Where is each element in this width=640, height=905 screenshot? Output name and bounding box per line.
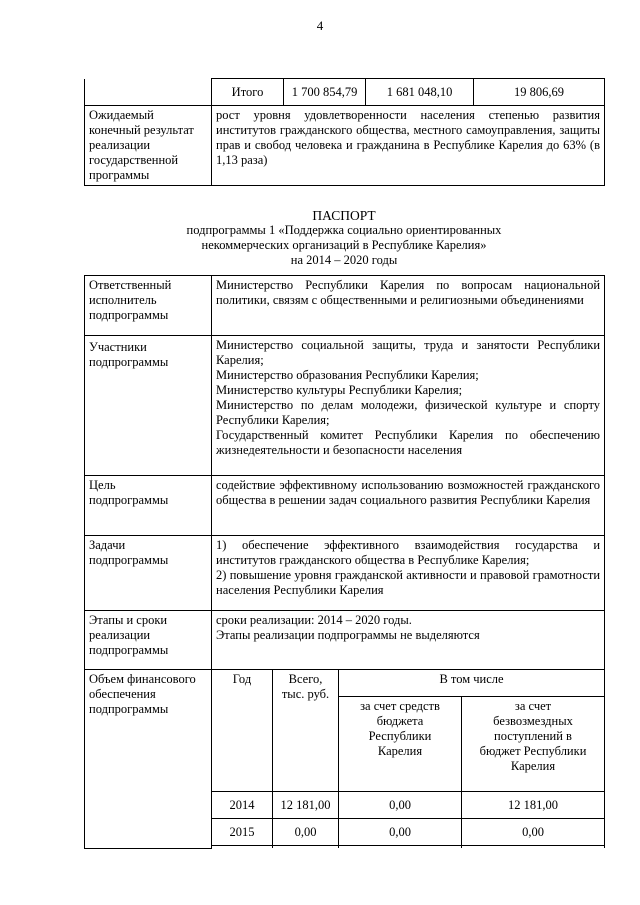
page-number: 4 bbox=[316, 18, 324, 33]
label-line: Этапы и сроки bbox=[89, 613, 168, 627]
participant-item: Министерство по делам молодежи, физической культуре и спорту Республики Карелия; bbox=[216, 398, 601, 427]
header-line: Карелия bbox=[510, 759, 556, 773]
header-line: за счет bbox=[514, 699, 552, 713]
header-line: безвозмездных bbox=[493, 714, 573, 728]
label-line: Ответственный bbox=[89, 278, 172, 292]
header-line: Республики bbox=[368, 729, 432, 743]
label-line: подпрограммы bbox=[89, 308, 169, 322]
participant-item: Министерство социальной защиты, труда и занятости Республики Карелия; bbox=[216, 338, 601, 367]
label-line: исполнитель bbox=[89, 293, 157, 307]
task-item: 2) повышение уровня гражданской активности и правовой грамотности населения Республики Карелия bbox=[216, 568, 601, 597]
responsible-label bbox=[85, 276, 212, 336]
label-line: государственной bbox=[89, 153, 179, 167]
finance-header-row-1 bbox=[85, 670, 605, 697]
finance-year: 2015 bbox=[212, 819, 273, 846]
header-line: поступлений в bbox=[494, 729, 572, 743]
participants-label bbox=[85, 336, 212, 476]
participants-row bbox=[85, 336, 605, 476]
finance-label bbox=[85, 670, 212, 849]
stages-text bbox=[212, 611, 605, 670]
empty-cell bbox=[339, 846, 462, 849]
total-label: Итого bbox=[212, 79, 284, 106]
finance-total: 0,00 bbox=[273, 819, 339, 846]
finance-other: 0,00 bbox=[462, 819, 605, 846]
finance-budget: 0,00 bbox=[339, 792, 462, 819]
empty-cell bbox=[85, 79, 212, 106]
label-line: Объем финансового bbox=[89, 672, 196, 686]
label-line: подпрограммы bbox=[89, 553, 169, 567]
header-line: Всего, bbox=[288, 672, 323, 686]
tasks-list bbox=[212, 536, 605, 611]
label-line: подпрограммы bbox=[89, 643, 169, 657]
passport-title bbox=[84, 208, 604, 268]
tasks-label bbox=[85, 536, 212, 611]
expected-result-text: рост уровня удовлетворенности населения степенью развития институтов гражданского общества, местного самоуправления, защиты прав и свобод человека и гражданина в Республике Карелия до 63% (в 1,13 раза) bbox=[212, 106, 605, 186]
label-line: реализации bbox=[89, 138, 151, 152]
total-row bbox=[85, 79, 605, 106]
stages-item: Этапы реализации подпрограммы не выделяются bbox=[216, 628, 480, 642]
label-line: Ожидаемый bbox=[89, 108, 154, 122]
participant-item: Государственный комитет Республики Карелия по обеспечению жизнедеятельности и безопасности населения bbox=[216, 428, 601, 457]
program-summary-table bbox=[84, 78, 605, 186]
label-line: обеспечения bbox=[89, 687, 156, 701]
finance-year-header: Год bbox=[212, 670, 273, 792]
finance-year: 2014 bbox=[212, 792, 273, 819]
stages-row bbox=[85, 611, 605, 670]
header-line: тыс. руб. bbox=[281, 687, 330, 701]
finance-other: 12 181,00 bbox=[462, 792, 605, 819]
total-budget: 1 681 048,10 bbox=[366, 79, 474, 106]
finance-including-header: В том числе bbox=[339, 670, 605, 697]
label-line: подпрограммы bbox=[89, 493, 169, 507]
label-line: Участники bbox=[89, 340, 147, 354]
participant-item: Министерство образования Республики Карелия; bbox=[216, 368, 479, 382]
label-line: программы bbox=[89, 168, 150, 182]
total-other: 19 806,69 bbox=[474, 79, 605, 106]
goal-row bbox=[85, 476, 605, 536]
header-line: бюджета bbox=[376, 714, 424, 728]
empty-cell bbox=[212, 846, 273, 849]
finance-budget-header bbox=[339, 697, 462, 792]
label-line: Цель bbox=[89, 478, 116, 492]
stages-item: сроки реализации: 2014 – 2020 годы. bbox=[216, 613, 412, 627]
passport-subtitle-line: на 2014 – 2020 годы bbox=[290, 253, 398, 267]
empty-cell bbox=[462, 846, 605, 849]
passport-subtitle-line: некоммерческих организаций в Республике Карелия» bbox=[201, 238, 487, 252]
passport-table bbox=[84, 275, 605, 849]
label-line: реализации bbox=[89, 628, 151, 642]
finance-total: 12 181,00 bbox=[273, 792, 339, 819]
label-line: Задачи bbox=[89, 538, 126, 552]
expected-result-row bbox=[85, 106, 605, 186]
tasks-row bbox=[85, 536, 605, 611]
participants-list bbox=[212, 336, 605, 476]
finance-other-header bbox=[462, 697, 605, 792]
label-line: подпрограммы bbox=[89, 702, 169, 716]
empty-cell bbox=[273, 846, 339, 849]
responsible-text: Министерство Республики Карелия по вопросам национальной политики, связям с общественными и религиозными объединениями bbox=[212, 276, 605, 336]
goal-label bbox=[85, 476, 212, 536]
header-line: Карелия bbox=[377, 744, 423, 758]
stages-label bbox=[85, 611, 212, 670]
participant-item: Министерство культуры Республики Карелия; bbox=[216, 383, 463, 397]
finance-budget: 0,00 bbox=[339, 819, 462, 846]
header-line: бюджет Республики bbox=[479, 744, 587, 758]
responsible-row bbox=[85, 276, 605, 336]
label-line: подпрограммы bbox=[89, 355, 169, 369]
passport-subtitle-line: подпрограммы 1 «Поддержка социально ориентированных bbox=[186, 223, 502, 237]
total-all: 1 700 854,79 bbox=[284, 79, 366, 106]
expected-result-label bbox=[85, 106, 212, 186]
goal-text: содействие эффективному использованию возможностей гражданского общества в решении задач социального развития Республики Карелия bbox=[212, 476, 605, 536]
task-item: 1) обеспечение эффективного взаимодействия государства и институтов гражданского общества в Республике Карелия; bbox=[216, 538, 601, 567]
header-line: за счет средств bbox=[360, 699, 440, 713]
passport-heading: ПАСПОРТ bbox=[312, 208, 376, 223]
label-line: конечный результат bbox=[89, 123, 194, 137]
finance-total-header bbox=[273, 670, 339, 792]
